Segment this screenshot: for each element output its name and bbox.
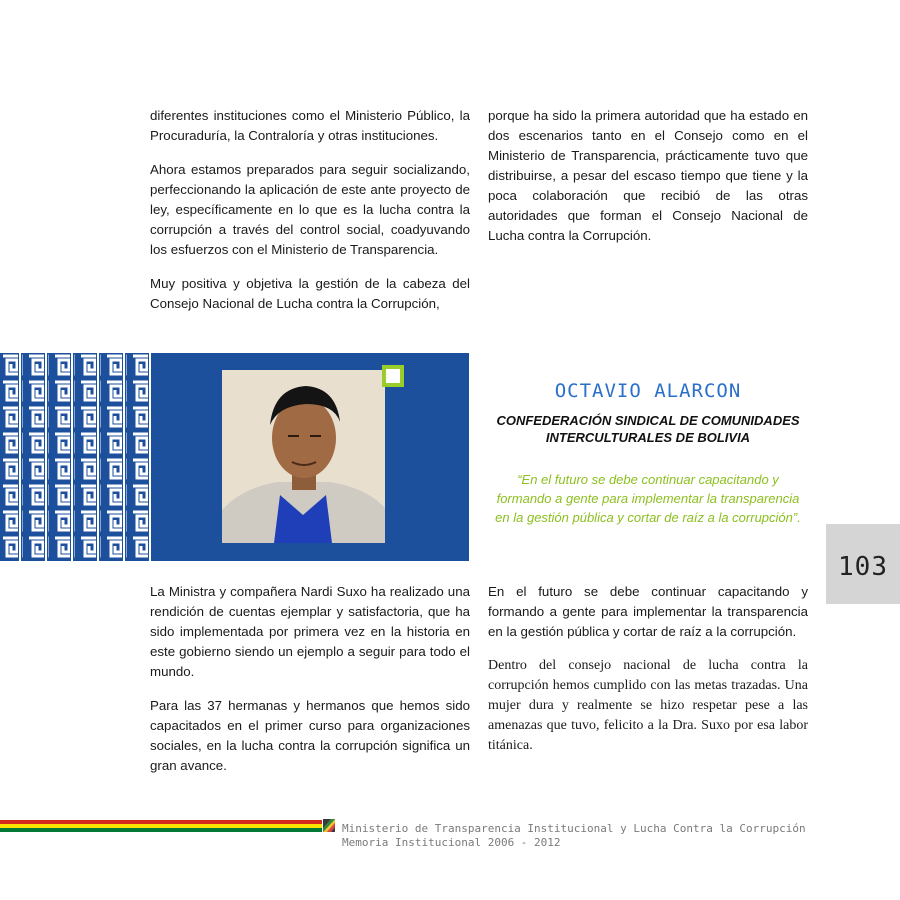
person-name: OCTAVIO ALARCON (554, 380, 742, 402)
paragraph: Dentro del consejo nacional de lucha contra la corrupción hemos cumplido con las metas trazadas. Una mujer dura y realmente se hizo respetar pese a las amenazas que tuvo, felicito a la Dra. Suxo por esa labor titánica. (488, 658, 808, 753)
photo-band (0, 353, 469, 561)
left-column-bottom (150, 582, 470, 790)
accent-square (382, 365, 404, 387)
flag-stripes (0, 820, 322, 832)
wiphala-flag-icon (323, 819, 335, 832)
paragraph: porque ha sido la primera autoridad que ha estado en dos escenarios tanto en el Consejo como en el Ministerio de Transparencia, prácticamente tuvo que distribuirse, a pesar del escaso tiempo que tiene y la poca colaboración que recibió de las otras autoridades que forman el Consejo Nacional de Lucha contra la Corrupción. (488, 108, 808, 243)
paragraph: Muy positiva y objetiva la gestión de la cabeza del Consejo Nacional de Lucha contra la Corrupción, (150, 276, 470, 311)
paragraph: diferentes instituciones como el Ministerio Público, la Procuraduría, la Contraloría y otras instituciones. (150, 108, 470, 143)
paragraph: Para las 37 hermanas y hermanos que hemos sido capacitados en el primer curso para organizaciones sociales, en la lucha contra la corrupción significa un gran avance. (150, 698, 470, 773)
page-number-tab (826, 524, 900, 604)
left-column-top (150, 106, 470, 328)
right-column-bottom (488, 582, 808, 770)
organization-name: CONFEDERACIÓN SINDICAL DE COMUNIDADES INTERCULTURALES DE BOLIVIA (496, 413, 800, 445)
portrait-photo (222, 370, 385, 543)
paragraph: En el futuro se debe continuar capacitando y formando a gente para implementar la transparencia en la gestión pública y cortar de raíz a la corrupción. (488, 584, 808, 639)
footer-text (342, 822, 806, 850)
footer-ministry: Ministerio de Transparencia Institucional y Lucha Contra la Corrupción (342, 822, 806, 835)
footer-memoria: Memoria Institucional 2006 - 2012 (342, 836, 561, 849)
greek-key-pattern (0, 353, 160, 561)
right-column-top (488, 106, 808, 260)
page-number: 103 (838, 552, 888, 582)
paragraph: Ahora estamos preparados para seguir socializando, perfeccionando la aplicación de este ante proyecto de ley, específicamente en lo que es la lucha contra la corrupción a través del control social, coadyuvando los esfuerzos con el Ministerio de Transparencia. (150, 162, 470, 257)
highlight-quote: “En el futuro se debe continuar capacitando y formando a gente para implementar la transparencia en la gestión pública y cortar de raíz a la corrupción”. (495, 472, 801, 525)
paragraph: La Ministra y compañera Nardi Suxo ha realizado una rendición de cuentas ejemplar y satisfactoria, que ha sido implementada por primera vez en la historia en este gobierno siendo un ejemplo a seguir para todo el mundo. (150, 584, 470, 679)
